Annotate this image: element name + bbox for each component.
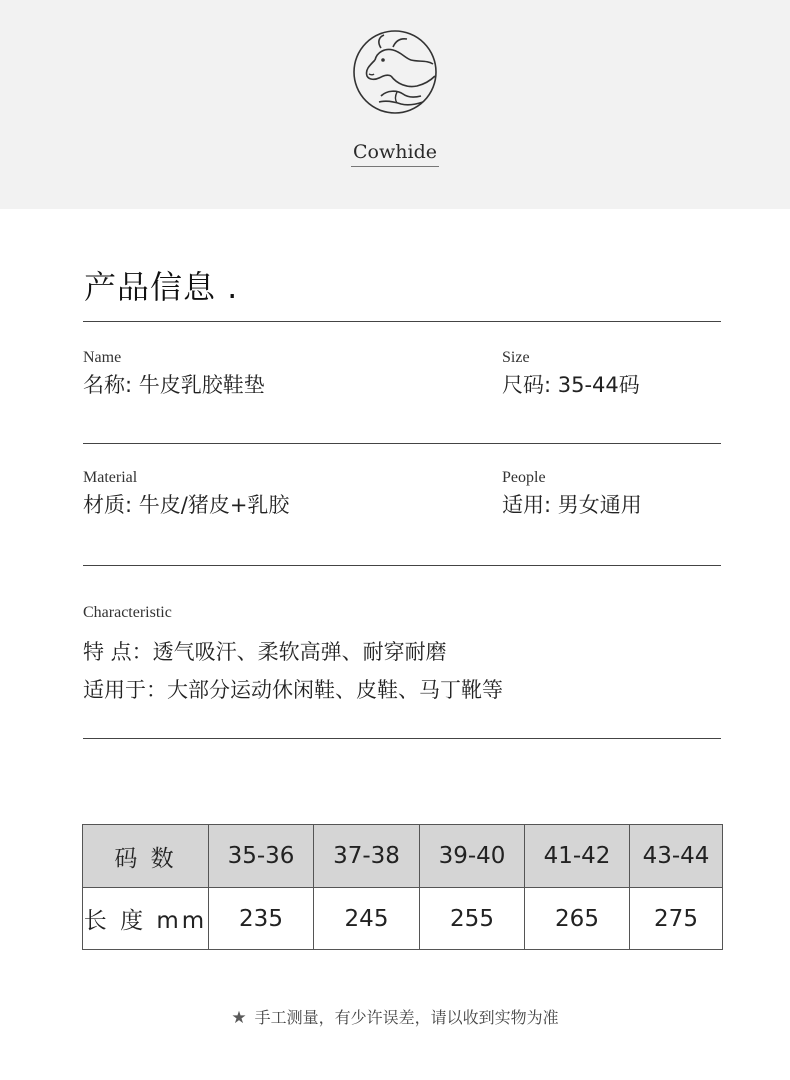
field-material	[83, 468, 289, 520]
brand-header	[0, 0, 790, 209]
length-row-label: 长 度 mm	[83, 888, 209, 950]
cow-head-icon	[351, 30, 439, 114]
field-people-value: 适用: 男女通用	[502, 493, 642, 517]
measurement-note	[0, 1005, 790, 1028]
size-table-length-row	[83, 888, 723, 950]
length-cell: 275	[630, 888, 723, 950]
field-material-label: Material	[83, 469, 138, 486]
field-size-value: 尺码: 35-44码	[502, 373, 640, 397]
field-characteristic-label: Characteristic	[83, 604, 172, 621]
field-size-label: Size	[502, 349, 530, 366]
characteristic-features: 特 点：透气吸汗、柔软高弹、耐穿耐磨	[83, 640, 447, 664]
field-people-label: People	[502, 469, 546, 486]
length-cell: 255	[420, 888, 525, 950]
divider	[83, 738, 721, 739]
size-cell: 37-38	[314, 825, 420, 888]
section-title: 产品信息 .	[84, 268, 239, 306]
field-people	[502, 468, 642, 520]
field-name-label: Name	[83, 349, 122, 366]
size-cell: 39-40	[420, 825, 525, 888]
field-name-value: 名称: 牛皮乳胶鞋垫	[83, 373, 265, 397]
divider	[83, 321, 721, 322]
size-table-header-row	[83, 825, 723, 888]
size-cell: 41-42	[525, 825, 630, 888]
length-cell: 265	[525, 888, 630, 950]
size-cell: 35-36	[209, 825, 314, 888]
field-characteristic	[83, 603, 503, 709]
brand-name: Cowhide	[0, 141, 790, 167]
size-table	[82, 824, 723, 950]
field-name	[83, 348, 265, 400]
size-cell: 43-44	[630, 825, 723, 888]
measurement-note-text: 手工测量，有少许误差，请以收到实物为准	[254, 1008, 559, 1027]
field-size	[502, 348, 640, 400]
field-material-value: 材质: 牛皮/猪皮+乳胶	[83, 493, 290, 517]
divider	[83, 443, 721, 444]
characteristic-usage: 适用于：大部分运动休闲鞋、皮鞋、马丁靴等	[83, 678, 503, 702]
length-cell: 245	[314, 888, 420, 950]
star-icon: ★	[231, 1008, 247, 1028]
length-cell: 235	[209, 888, 314, 950]
size-header-label: 码 数	[83, 825, 209, 888]
divider	[83, 565, 721, 566]
